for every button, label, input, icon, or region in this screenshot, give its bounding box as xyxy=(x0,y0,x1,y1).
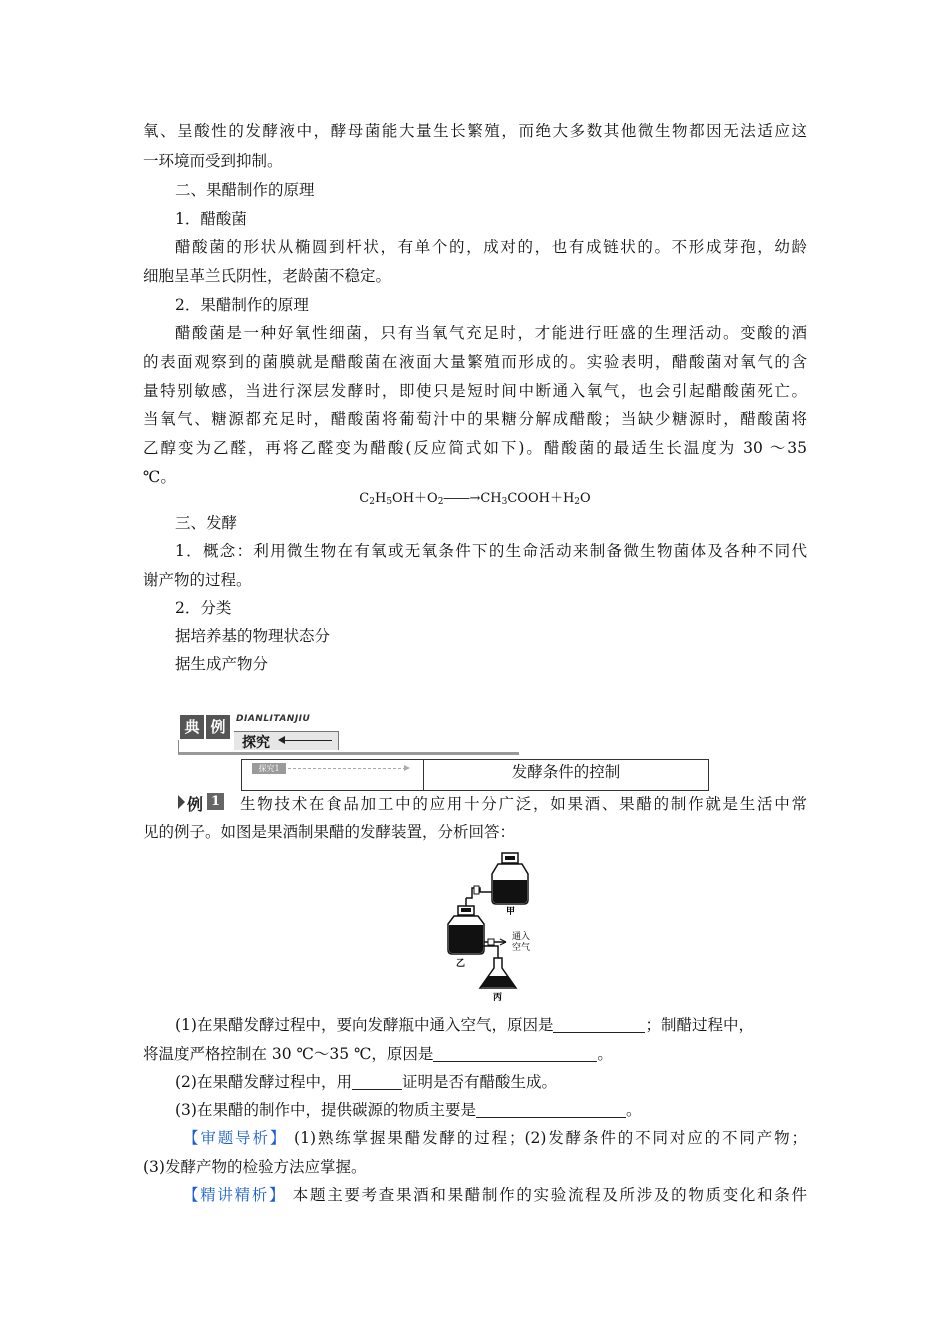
tag-shenti: 【审题导析】 xyxy=(183,1129,288,1147)
concept-line1: 1．概念：利用微生物在有氧或无氧条件下的生命活动来制备微生物菌体及各种不同代 xyxy=(175,542,807,560)
dianli-tanjiu-banner xyxy=(176,712,344,754)
analysis-2-line1: 【精讲精析】 本题主要考查果酒和果醋制作的实验流程及所涉及的物质变化和条件 xyxy=(183,1186,807,1204)
sub1-line2: 细胞呈革兰氏阴性，老龄菌不稳定。 xyxy=(143,267,392,285)
label-bing: 丙 xyxy=(493,993,503,1003)
topic-box xyxy=(241,759,709,791)
air-label-1: 通入 xyxy=(512,932,531,942)
topic-title: 发酵条件的控制 xyxy=(511,763,621,781)
concept-line2: 谢产物的过程。 xyxy=(143,571,252,589)
sub1-heading: 1．醋酸菌 xyxy=(175,210,247,228)
triangle-icon xyxy=(178,795,185,809)
sub2-line6: ℃。 xyxy=(143,468,176,486)
banner-char-li: 例 xyxy=(206,715,230,739)
sub2-line3: 量特别敏感，当进行深层发酵时，即使只是短时间中断通入氧气，也会引起醋酸菌死亡。 xyxy=(143,382,807,400)
question-1-line2: 将温度严格控制在 30 ℃～35 ℃，原因是 。 xyxy=(143,1045,613,1063)
section3-heading: 三、发酵 xyxy=(175,514,238,532)
example-label-text: 例 xyxy=(187,795,204,814)
section2-heading: 二、果醋制作的原理 xyxy=(175,181,315,199)
analysis-1-line1: 【审题导析】 (1)熟练掌握果醋发酵的过程；(2)发酵条件的不同对应的不同产物； xyxy=(183,1129,807,1147)
topic-chip: 探究1 xyxy=(252,763,286,774)
answer-blank-2[interactable] xyxy=(433,1046,597,1062)
label-jia: 甲 xyxy=(506,907,516,917)
class-item-1: 据培养基的物理状态分 xyxy=(175,627,331,645)
analysis-1-line2: (3)发酵产物的检验方法应掌握。 xyxy=(143,1158,367,1176)
example-line2: 见的例子。如图是果酒制果醋的发酵装置，分析回答： xyxy=(143,823,516,841)
air-label-2: 空气 xyxy=(512,943,531,953)
example-number: 1 xyxy=(207,793,224,810)
class-item-2: 据生成产物分 xyxy=(175,655,269,673)
sub2-line1: 醋酸菌是一种好氧性细菌，只有当氧气充足时，才能进行旺盛的生理活动。变酸的酒 xyxy=(175,324,807,342)
banner-char-dian: 典 xyxy=(180,715,204,739)
question-3: (3)在果醋的制作中，提供碳源的物质主要是 。 xyxy=(175,1101,642,1119)
example-line1: 生物技术在食品加工中的应用十分广泛，如果酒、果醋的制作就是生活中常 xyxy=(240,795,807,813)
topic-box-left xyxy=(242,760,424,790)
sub2-line4: 当氧气、糖源都充足时，醋酸菌将葡萄汁中的果糖分解成醋酸；当缺少糖源时，醋酸菌将 xyxy=(143,410,807,428)
sub1-line1: 醋酸菌的形状从椭圆到杆状，有单个的，成对的，也有成链状的。不形成芽孢，幼龄 xyxy=(175,238,807,256)
tag-jingjiang: 【精讲精析】 xyxy=(183,1186,287,1204)
para1-line1: 氧、呈酸性的发酵液中，酵母菌能大量生长繁殖，而绝大多数其他微生物都因无法适应这 xyxy=(143,122,807,140)
reaction-equation: $C_2H_5OH+O_2――\to CH_3COOH+H_2O$ xyxy=(359,491,591,507)
sub2-line5: 乙醇变为乙醛，再将乙醛变为醋酸(反应简式如下)。醋酸菌的最适生长温度为 30 ～35 xyxy=(143,439,807,457)
answer-blank-1[interactable] xyxy=(553,1017,645,1033)
answer-blank-4[interactable] xyxy=(476,1102,626,1118)
banner-tanjiu: 探究 xyxy=(242,735,270,751)
class-heading: 2．分类 xyxy=(175,599,232,617)
banner-pinyin: DIANLITANJIU xyxy=(236,714,311,724)
question-1-line1: (1)在果醋发酵过程中，要向发酵瓶中通入空气，原因是 ；制醋过程中， xyxy=(175,1016,754,1034)
sub2-heading: 2．果醋制作的原理 xyxy=(175,296,309,314)
banner-frame xyxy=(178,740,519,755)
arrow-left-icon xyxy=(280,740,332,741)
fermentation-apparatus-figure xyxy=(436,850,546,1005)
question-2: (2)在果醋发酵过程中，用 证明是否有醋酸生成。 xyxy=(175,1073,557,1091)
para1-line2: 一环境而受到抑制。 xyxy=(143,152,283,170)
label-yi: 乙 xyxy=(456,959,466,969)
answer-blank-3[interactable] xyxy=(352,1074,402,1090)
example-label xyxy=(178,792,226,812)
sub2-line2: 的表面观察到的菌膜就是醋酸菌在液面大量繁殖而形成的。实验表明，醋酸菌对氧气的含 xyxy=(143,353,807,371)
dashed-arrow-icon xyxy=(288,768,406,769)
